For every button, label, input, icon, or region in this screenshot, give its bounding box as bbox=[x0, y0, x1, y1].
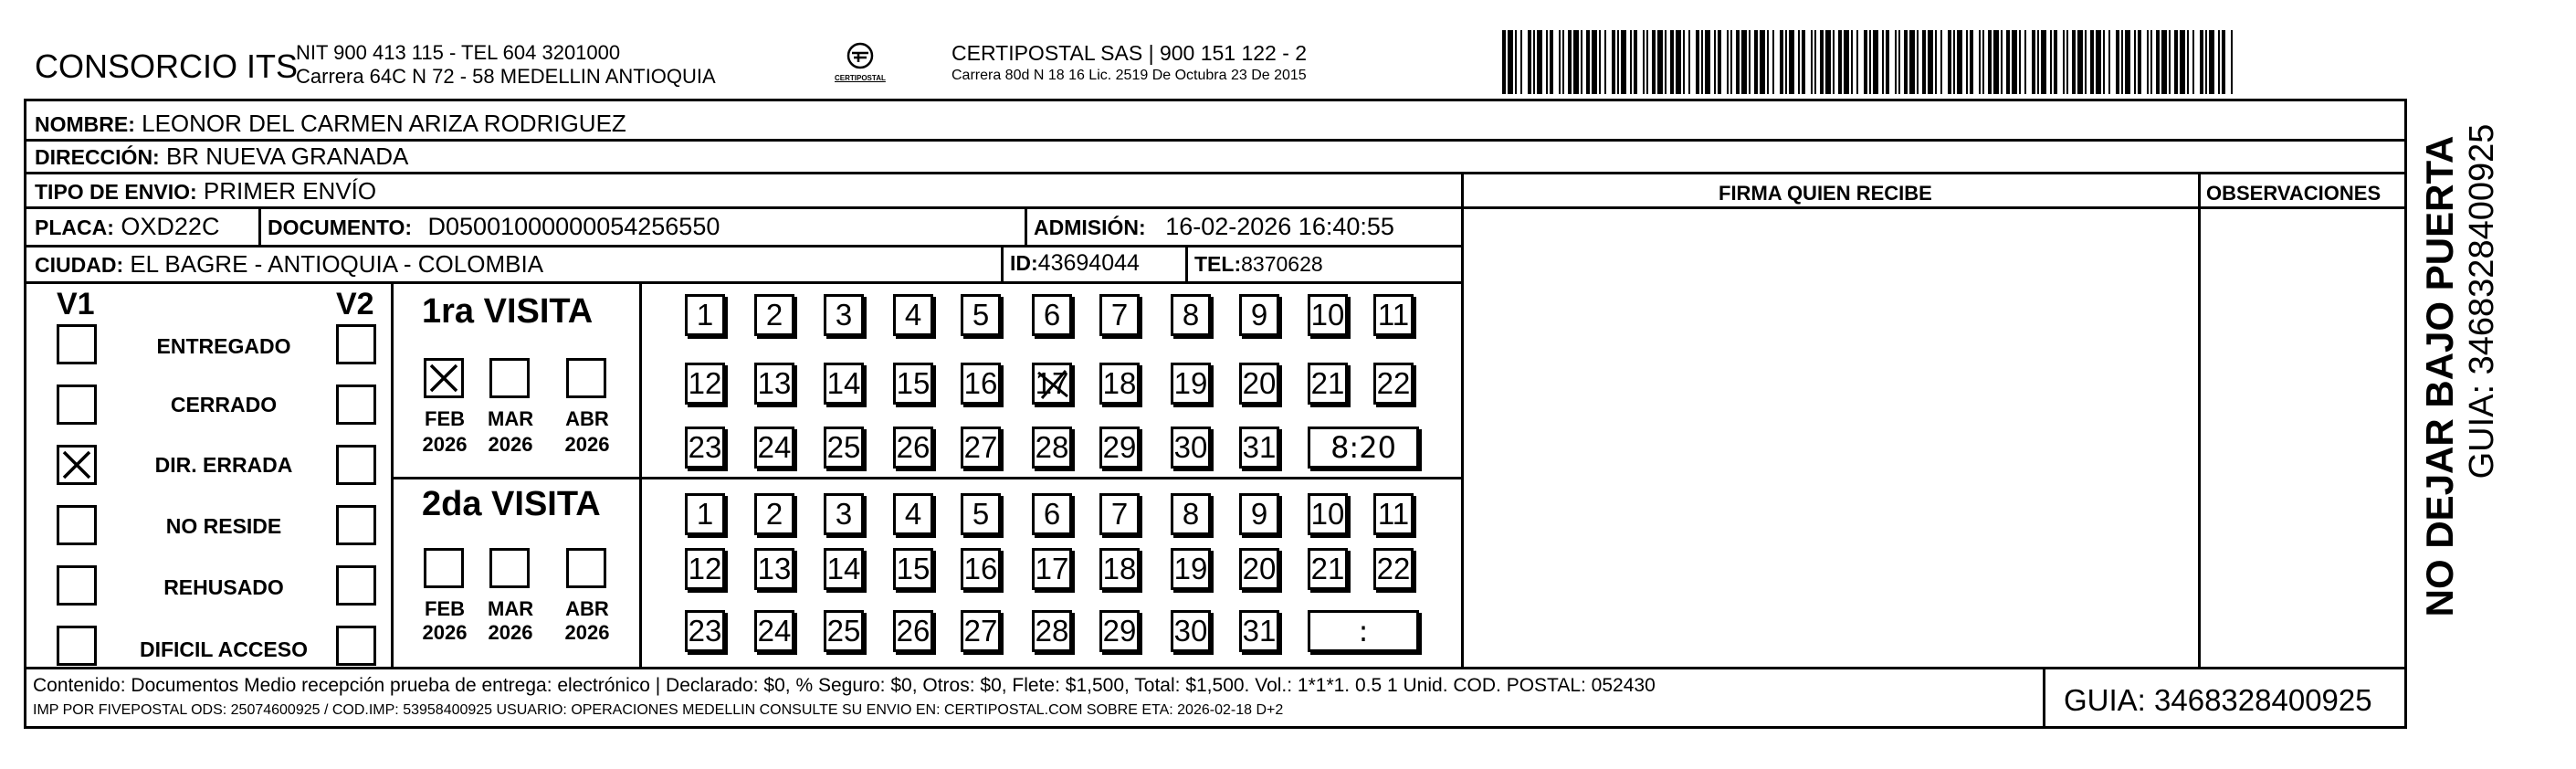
direccion-label: DIRECCIÓN: bbox=[35, 145, 160, 169]
day-box[interactable]: 18 bbox=[1099, 363, 1140, 405]
day-box[interactable]: 18 bbox=[1099, 548, 1140, 590]
time-box[interactable]: : bbox=[1308, 610, 1419, 652]
day-box[interactable]: 1 bbox=[685, 294, 725, 336]
v1-label: V1 bbox=[57, 287, 95, 321]
visit2-title: 2da VISITA bbox=[422, 485, 601, 523]
month-checkbox[interactable] bbox=[489, 548, 530, 588]
v1-checkbox[interactable] bbox=[57, 505, 97, 545]
ciudad-label: CIUDAD: bbox=[35, 253, 124, 277]
day-box[interactable]: 13 bbox=[754, 548, 794, 590]
firma-label: FIRMA QUIEN RECIBE bbox=[1719, 182, 1932, 205]
direccion-row bbox=[35, 144, 408, 168]
visit1-title: 1ra VISITA bbox=[422, 292, 594, 331]
year-label: 2026 bbox=[422, 433, 468, 456]
month-checkbox[interactable] bbox=[424, 548, 464, 588]
placa-label: PLACA: bbox=[35, 216, 114, 239]
year-label: 2026 bbox=[564, 621, 610, 644]
tipo-row bbox=[35, 179, 376, 203]
day-box[interactable]: 27 bbox=[961, 427, 1001, 469]
day-box[interactable]: 27 bbox=[961, 610, 1001, 652]
v2-checkbox[interactable] bbox=[336, 626, 376, 666]
day-box[interactable]: 15 bbox=[893, 548, 933, 590]
year-label: 2026 bbox=[488, 621, 533, 644]
day-box[interactable]: 28 bbox=[1032, 427, 1072, 469]
status-label: CERRADO bbox=[170, 393, 278, 416]
day-box[interactable]: 25 bbox=[824, 610, 864, 652]
day-box[interactable]: 4 bbox=[893, 493, 933, 535]
company-name: CONSORCIO ITS bbox=[35, 47, 299, 85]
month-label: FEB bbox=[425, 597, 465, 620]
observaciones-area[interactable] bbox=[2203, 212, 2402, 665]
day-box[interactable]: 4 bbox=[893, 294, 933, 336]
logo-text: CERTIPOSTAL bbox=[835, 74, 886, 82]
id-row bbox=[1010, 252, 1140, 275]
id-label: ID: bbox=[1010, 251, 1038, 275]
day-box[interactable]: 8 bbox=[1171, 493, 1211, 535]
admision-row bbox=[1034, 215, 1394, 239]
day-box[interactable]: 2 bbox=[754, 493, 794, 535]
nombre-label: NOMBRE: bbox=[35, 112, 135, 136]
day-box[interactable]: 20 bbox=[1239, 363, 1279, 405]
imp-line: IMP POR FIVEPOSTAL ODS: 25074600925 / COD.IMP: 53958400925 USUARIO: OPERACIONES MEDELLIN CONSULTE SU ENVIO EN: CERTIPOSTAL.COM SOBRE ETA: 2026-02-18 D+2 bbox=[33, 702, 1284, 718]
month-label: MAR bbox=[488, 597, 534, 620]
year-label: 2026 bbox=[488, 433, 533, 456]
documento-row bbox=[268, 215, 720, 239]
footer-guia: GUIA: 3468328400925 bbox=[2064, 683, 2372, 717]
status-label: NO RESIDE bbox=[165, 514, 282, 538]
direccion-value: BR NUEVA GRANADA bbox=[165, 142, 409, 170]
day-box[interactable]: 21 bbox=[1308, 548, 1348, 590]
month-checkbox[interactable] bbox=[489, 358, 530, 398]
day-box[interactable]: 19 bbox=[1171, 363, 1211, 405]
side-guia: GUIA: 3468328400925 bbox=[2463, 123, 2501, 479]
year-label: 2026 bbox=[564, 433, 610, 456]
year-label: 2026 bbox=[422, 621, 468, 644]
day-box[interactable]: 16 bbox=[961, 363, 1001, 405]
v2-checkbox[interactable] bbox=[336, 384, 376, 425]
month-checkbox[interactable] bbox=[566, 548, 606, 588]
status-label: DIFICIL ACCESO bbox=[139, 637, 308, 661]
day-box[interactable]: 23 bbox=[685, 427, 725, 469]
day-box[interactable]: 21 bbox=[1308, 363, 1348, 405]
observaciones-label: OBSERVACIONES bbox=[2206, 182, 2381, 205]
day-box[interactable]: 26 bbox=[893, 427, 933, 469]
day-box[interactable]: 26 bbox=[893, 610, 933, 652]
ciudad-value: EL BAGRE - ANTIOQUIA - COLOMBIA bbox=[130, 250, 544, 278]
admision-label: ADMISIÓN: bbox=[1034, 216, 1146, 239]
time-box[interactable]: 8:20 bbox=[1308, 427, 1419, 469]
day-box[interactable]: 12 bbox=[685, 548, 725, 590]
month-checkbox[interactable] bbox=[424, 358, 464, 398]
day-box[interactable]: 7 bbox=[1099, 294, 1140, 336]
day-box[interactable]: 5 bbox=[961, 493, 1001, 535]
barcode bbox=[1502, 30, 2233, 94]
certipostal-address: Carrera 80d N 18 16 Lic. 2519 De Octubra 23 De 2015 bbox=[952, 68, 1307, 83]
v2-checkbox[interactable] bbox=[336, 445, 376, 485]
day-box[interactable]: 8 bbox=[1171, 294, 1211, 336]
day-box[interactable]: 17 bbox=[1032, 548, 1072, 590]
ciudad-row bbox=[35, 252, 543, 276]
signature-area[interactable] bbox=[1466, 212, 2194, 665]
day-box[interactable]: 23 bbox=[685, 610, 725, 652]
certipostal-line: CERTIPOSTAL SAS | 900 151 122 - 2 bbox=[952, 41, 1308, 65]
day-box[interactable]: 31 bbox=[1239, 610, 1279, 652]
day-box[interactable]: 19 bbox=[1171, 548, 1211, 590]
day-box[interactable]: 11 bbox=[1373, 294, 1414, 336]
day-box[interactable]: 7 bbox=[1099, 493, 1140, 535]
status-label: DIR. ERRADA bbox=[154, 453, 293, 477]
day-box[interactable]: 22 bbox=[1373, 548, 1414, 590]
tel-value: 8370628 bbox=[1241, 252, 1323, 276]
day-box[interactable]: 2 bbox=[754, 294, 794, 336]
day-box[interactable]: 22 bbox=[1373, 363, 1414, 405]
day-box[interactable]: 25 bbox=[824, 427, 864, 469]
day-box[interactable]: 28 bbox=[1032, 610, 1072, 652]
tel-row bbox=[1194, 254, 1323, 275]
placa-row bbox=[35, 215, 219, 239]
month-label: FEB bbox=[425, 407, 465, 430]
admision-value: 16-02-2026 16:40:55 bbox=[1165, 213, 1394, 240]
v1-checkbox[interactable] bbox=[57, 626, 97, 666]
status-label: REHUSADO bbox=[163, 575, 284, 599]
month-checkbox[interactable] bbox=[566, 358, 606, 398]
day-box[interactable]: 6 bbox=[1032, 493, 1072, 535]
day-box[interactable]: 20 bbox=[1239, 548, 1279, 590]
nombre-value: LEONOR DEL CARMEN ARIZA RODRIGUEZ bbox=[142, 110, 626, 137]
v1-checkbox[interactable] bbox=[57, 445, 97, 485]
day-box[interactable]: 1 bbox=[685, 493, 725, 535]
status-label: ENTREGADO bbox=[156, 334, 291, 358]
day-box[interactable]: 9 bbox=[1239, 294, 1279, 336]
day-box[interactable]: 11 bbox=[1373, 493, 1414, 535]
nombre-row bbox=[35, 111, 626, 135]
placa-value: OXD22C bbox=[121, 213, 220, 240]
month-label: MAR bbox=[488, 407, 534, 430]
v2-label: V2 bbox=[336, 287, 374, 321]
day-box[interactable]: 3 bbox=[824, 493, 864, 535]
day-box[interactable]: 5 bbox=[961, 294, 1001, 336]
day-box[interactable]: 24 bbox=[754, 427, 794, 469]
day-box[interactable]: 14 bbox=[824, 548, 864, 590]
tipo-value: PRIMER ENVÍO bbox=[203, 177, 377, 205]
day-box[interactable]: 30 bbox=[1171, 427, 1211, 469]
v1-checkbox[interactable] bbox=[57, 384, 97, 425]
month-label: ABR bbox=[565, 597, 609, 620]
documento-value: D05001000000054256550 bbox=[427, 213, 720, 240]
nit-line: NIT 900 413 115 - TEL 604 3201000 bbox=[296, 41, 621, 64]
contenido-line: Contenido: Documentos Medio recepción prueba de entrega: electrónico | Declarado: $0, % Seguro: $0, Otros: $0, Flete: $1,500, Total: $1,500. Vol.: 1*1*1. 0.5 1 Unid. COD. POSTAL: 052430 bbox=[33, 675, 1656, 696]
day-box[interactable]: 31 bbox=[1239, 427, 1279, 469]
day-box[interactable]: 13 bbox=[754, 363, 794, 405]
day-box[interactable]: 29 bbox=[1099, 427, 1140, 469]
address-line: Carrera 64C N 72 - 58 MEDELLIN ANTIOQUIA bbox=[296, 65, 716, 88]
day-box[interactable]: 15 bbox=[893, 363, 933, 405]
day-box[interactable]: 30 bbox=[1171, 610, 1211, 652]
day-box[interactable]: 6 bbox=[1032, 294, 1072, 336]
v2-checkbox[interactable] bbox=[336, 565, 376, 606]
day-box[interactable]: 10 bbox=[1308, 493, 1348, 535]
certipostal-logo bbox=[833, 40, 888, 88]
documento-label: DOCUMENTO: bbox=[268, 216, 413, 239]
v1-checkbox[interactable] bbox=[57, 565, 97, 606]
day-box[interactable]: 10 bbox=[1308, 294, 1348, 336]
day-box[interactable]: 24 bbox=[754, 610, 794, 652]
day-box[interactable]: 3 bbox=[824, 294, 864, 336]
day-box[interactable]: 16 bbox=[961, 548, 1001, 590]
v2-checkbox[interactable] bbox=[336, 324, 376, 364]
day-box[interactable]: 29 bbox=[1099, 610, 1140, 652]
side-warning: NO DEJAR BAJO PUERTA bbox=[2418, 135, 2461, 617]
month-label: ABR bbox=[565, 407, 609, 430]
day-box[interactable]: 9 bbox=[1239, 493, 1279, 535]
day-box[interactable]: 14 bbox=[824, 363, 864, 405]
tipo-label: TIPO DE ENVIO: bbox=[35, 180, 197, 204]
tel-label: TEL: bbox=[1194, 252, 1242, 276]
v2-checkbox[interactable] bbox=[336, 505, 376, 545]
day-box[interactable]: 17 bbox=[1032, 363, 1072, 405]
id-value: 43694044 bbox=[1037, 250, 1140, 276]
day-box[interactable]: 12 bbox=[685, 363, 725, 405]
v1-checkbox[interactable] bbox=[57, 324, 97, 364]
